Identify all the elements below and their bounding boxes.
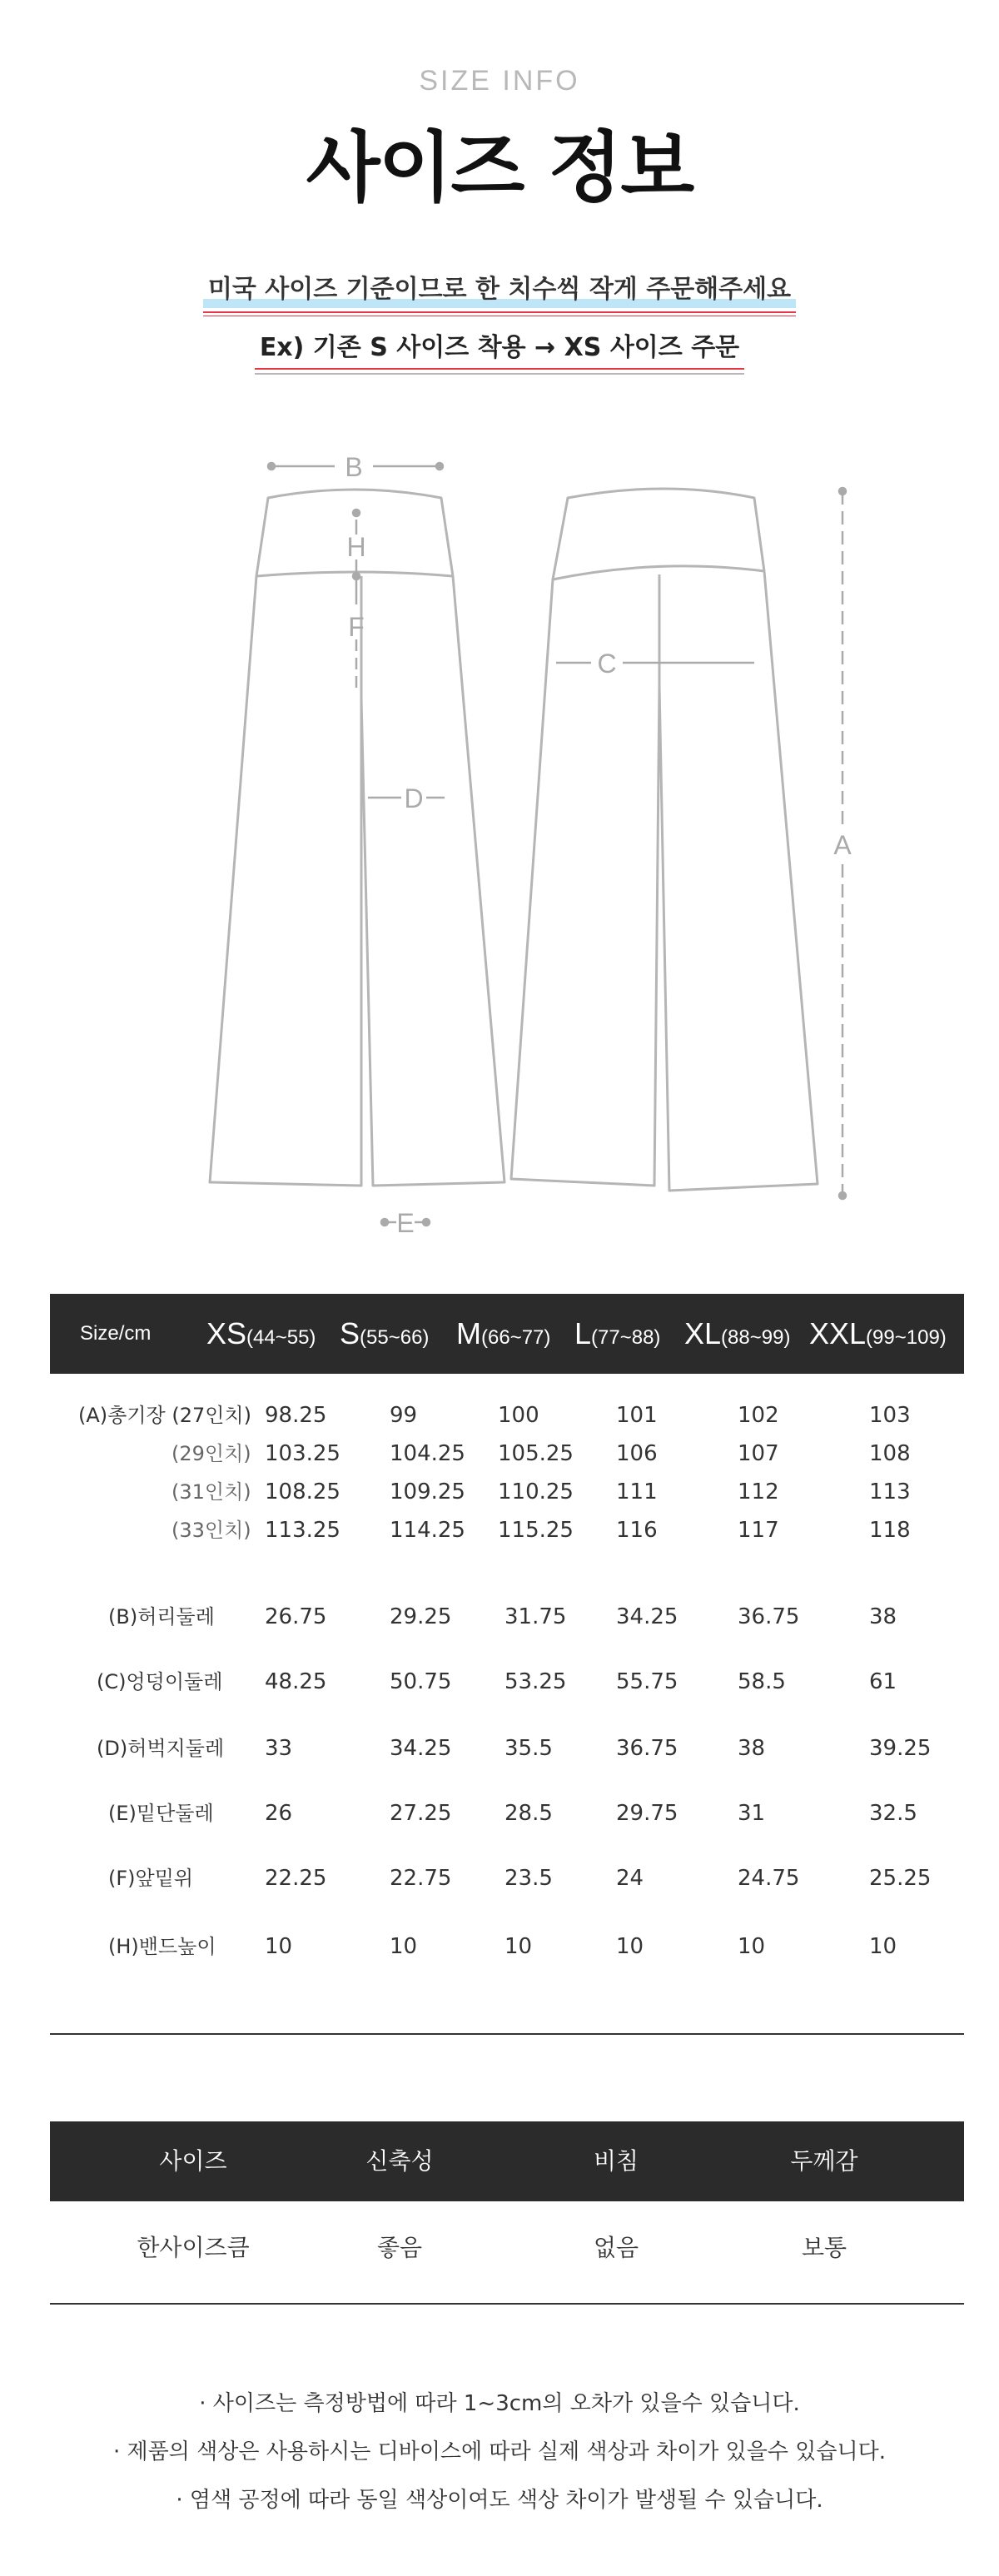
value-cell: 10	[265, 1934, 293, 1959]
value-cell: 48.25	[265, 1669, 327, 1694]
value-cell: 36.75	[616, 1736, 678, 1761]
label-e: E	[396, 1208, 415, 1238]
value-cell: 103.25	[265, 1441, 340, 1466]
row-label: (F)앞밑위	[108, 1867, 194, 1890]
table-row	[50, 1597, 964, 1637]
value-cell: 104.25	[390, 1441, 465, 1466]
value-cell: 38	[869, 1604, 897, 1629]
value-cell: 98.25	[265, 1403, 327, 1428]
value-cell: 28.5	[504, 1801, 553, 1826]
table-row	[50, 1662, 964, 1702]
prop-value-sheerness: 없음	[593, 2234, 639, 2261]
value-cell: 100	[498, 1403, 539, 1428]
row-label: (D)허벅지둘레	[97, 1737, 225, 1760]
value-cell: 113	[869, 1479, 911, 1504]
fabric-properties-header	[50, 2121, 964, 2201]
value-cell: 27.25	[390, 1801, 452, 1826]
value-cell: 33	[265, 1736, 293, 1761]
section-kicker: SIZE INFO	[419, 65, 580, 97]
table-row	[50, 1472, 964, 1512]
size-table-header	[50, 1294, 964, 1374]
value-cell: 36.75	[738, 1604, 800, 1629]
divider	[50, 2033, 964, 2035]
value-cell: 29.75	[616, 1801, 678, 1826]
table-row	[50, 1434, 964, 1474]
table-row	[50, 1728, 964, 1768]
value-cell: 101	[616, 1403, 658, 1428]
value-cell: 24.75	[738, 1866, 800, 1891]
order-notice	[0, 268, 999, 310]
size-unit-label: Size/cm	[80, 1322, 152, 1345]
row-label: (B)허리둘레	[108, 1605, 215, 1629]
size-col-m: M(66~77)	[456, 1316, 551, 1350]
value-cell: 109.25	[390, 1479, 465, 1504]
label-h: H	[346, 532, 366, 562]
back-pants-outline	[511, 571, 818, 1191]
value-cell: 25.25	[869, 1866, 932, 1891]
value-cell: 99	[390, 1403, 418, 1428]
value-cell: 55.75	[616, 1669, 678, 1694]
value-cell: 115.25	[498, 1518, 574, 1543]
table-row	[50, 1510, 964, 1550]
value-cell: 24	[616, 1866, 644, 1891]
table-row	[50, 1858, 964, 1898]
size-col-xxl: XXL(99~109)	[809, 1316, 947, 1350]
value-cell: 38	[738, 1736, 766, 1761]
size-col-l: L(77~88)	[574, 1316, 661, 1350]
value-cell: 111	[616, 1479, 658, 1504]
value-cell: 106	[616, 1441, 658, 1466]
value-cell: 32.5	[869, 1801, 917, 1826]
fabric-properties-row	[50, 2215, 964, 2281]
value-cell: 114.25	[390, 1518, 465, 1543]
divider	[50, 2303, 964, 2305]
value-cell: 22.25	[265, 1866, 327, 1891]
row-label: (E)밑단둘레	[108, 1802, 214, 1825]
value-cell: 58.5	[738, 1669, 786, 1694]
value-cell: 22.75	[390, 1866, 452, 1891]
value-cell: 31.75	[504, 1604, 567, 1629]
disclaimer-line: · 사이즈는 측정방법에 따라 1~3cm의 오차가 있을수 있습니다.	[199, 2391, 800, 2416]
value-cell: 116	[616, 1518, 658, 1543]
value-cell: 35.5	[504, 1736, 553, 1761]
value-cell: 102	[738, 1403, 779, 1428]
prop-header-size: 사이즈	[159, 2147, 227, 2175]
value-cell: 108	[869, 1441, 911, 1466]
value-cell: 110.25	[498, 1479, 574, 1504]
value-cell: 105.25	[498, 1441, 574, 1466]
table-row	[50, 1395, 964, 1435]
order-example	[0, 326, 999, 371]
value-cell: 29.25	[390, 1604, 452, 1629]
value-cell: 118	[869, 1518, 911, 1543]
value-cell: 34.25	[390, 1736, 452, 1761]
size-col-xl: XL(88~99)	[684, 1316, 791, 1350]
table-row	[50, 1793, 964, 1833]
disclaimer-line: · 제품의 색상은 사용하시는 디바이스에 따라 실제 색상과 차이가 있을수 있습니다.	[112, 2439, 886, 2464]
value-cell: 53.25	[504, 1669, 567, 1694]
value-cell: 31	[738, 1801, 766, 1826]
label-c: C	[597, 649, 617, 679]
value-cell: 117	[738, 1518, 779, 1543]
label-d: D	[404, 783, 424, 813]
prop-header-sheerness: 비침	[593, 2147, 639, 2175]
value-cell: 10	[616, 1934, 644, 1959]
value-cell: 26.75	[265, 1604, 327, 1629]
value-cell: 107	[738, 1441, 779, 1466]
label-b: B	[345, 452, 363, 482]
pants-measurement-diagram	[0, 433, 999, 1266]
value-cell: 10	[504, 1934, 533, 1959]
row-label: (29인치)	[171, 1442, 251, 1465]
prop-header-thickness: 두께감	[790, 2147, 858, 2175]
value-cell: 10	[869, 1934, 897, 1959]
value-cell: 50.75	[390, 1669, 452, 1694]
row-label: (A)총기장 (27인치)	[78, 1404, 251, 1427]
prop-header-stretch: 신축성	[365, 2147, 434, 2175]
value-cell: 108.25	[265, 1479, 340, 1504]
disclaimer-line: · 염색 공정에 따라 동일 색상이여도 색상 차이가 발생될 수 있습니다.	[176, 2488, 823, 2513]
order-example-text: Ex) 기존 S 사이즈 착용 → XS 사이즈 주문	[255, 326, 744, 371]
label-a: A	[833, 830, 852, 860]
order-notice-text: 미국 사이즈 기준이므로 한 치수씩 작게 주문해주세요	[203, 268, 796, 310]
table-row	[50, 1927, 964, 1967]
value-cell: 10	[390, 1934, 418, 1959]
label-f: F	[348, 612, 365, 642]
size-col-s: S(55~66)	[340, 1316, 430, 1350]
value-cell: 112	[738, 1479, 779, 1504]
row-label: (C)엉덩이둘레	[97, 1670, 223, 1693]
prop-value-stretch: 좋음	[376, 2234, 423, 2261]
disclaimer-notes	[0, 2380, 999, 2524]
row-label: (33인치)	[171, 1519, 251, 1542]
row-label: (31인치)	[171, 1480, 251, 1504]
value-cell: 39.25	[869, 1736, 932, 1761]
size-col-xs: XS(44~55)	[206, 1316, 316, 1350]
back-waistband	[553, 489, 764, 579]
value-cell: 113.25	[265, 1518, 340, 1543]
value-cell: 10	[738, 1934, 766, 1959]
prop-value-thickness: 보통	[801, 2234, 847, 2261]
row-label: (H)밴드높이	[108, 1935, 216, 1958]
value-cell: 61	[869, 1669, 897, 1694]
value-cell: 34.25	[616, 1604, 678, 1629]
value-cell: 23.5	[504, 1866, 553, 1891]
value-cell: 26	[265, 1801, 293, 1826]
prop-value-size: 한사이즈큼	[137, 2234, 250, 2261]
page-title: 사이즈 정보	[306, 123, 693, 212]
value-cell: 103	[869, 1403, 911, 1428]
